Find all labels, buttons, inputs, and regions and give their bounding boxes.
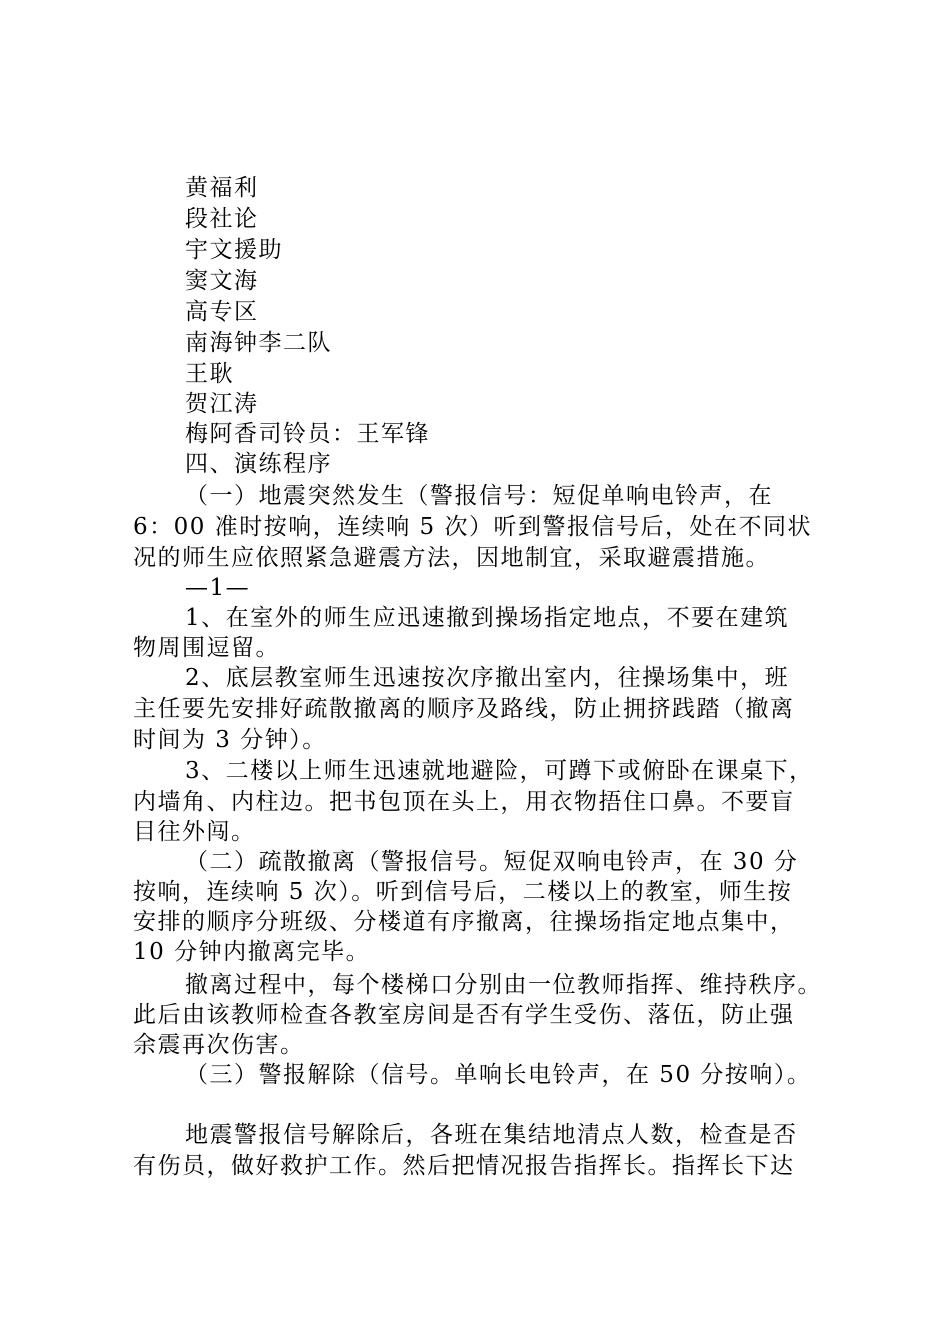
- item2-line: 2、底层教室师生迅速按次序撤出室内，往操场集中，班: [185, 665, 790, 691]
- evac-line: 撤离过程中，每个楼梯口分别由一位教师指挥、维持秩序。: [185, 972, 822, 998]
- staff-name: 高专区: [185, 299, 259, 325]
- part2-line: 安排的顺序分班级、分楼道有序撤离，往操场指定地点集中，: [133, 909, 795, 935]
- part3-line: （三）警报解除（信号。单响长电铃声，在 50 分按响）。: [185, 1062, 812, 1088]
- item1-line: 1、在室外的师生应迅速撤到操场指定地点，不要在建筑: [185, 605, 790, 631]
- page-number: —1—: [185, 575, 251, 601]
- staff-name: 南海钟李二队: [185, 330, 332, 356]
- after-line: 地震警报信号解除后，各班在集结地清点人数，检查是否: [185, 1122, 798, 1148]
- after-line: 有伤员，做好救护工作。然后把情况报告指挥长。指挥长下达: [133, 1153, 795, 1179]
- staff-name: 段社论: [185, 206, 259, 232]
- section-heading: 四、演练程序: [185, 451, 332, 477]
- staff-name: 黄福利: [185, 175, 259, 201]
- part1-line: 6：00 准时按响，连续响 5 次）听到警报信号后，处在不同状: [133, 514, 812, 540]
- part2-line: 10 分钟内撤离完毕。: [133, 939, 371, 965]
- item2-line: 主任要先安排好疏散撤离的顺序及路线，防止拥挤践踏（撤离: [133, 696, 795, 722]
- part1-line: 况的师生应依照紧急避震方法，因地制宜，采取避震措施。: [133, 545, 770, 571]
- evac-line: 余震再次伤害。: [133, 1032, 305, 1058]
- staff-name: 王耿: [185, 361, 234, 387]
- item3-line: 目往外闯。: [133, 819, 256, 845]
- staff-name: 宇文援助: [185, 237, 283, 263]
- staff-name: 梅阿香司铃员：王军锋: [185, 421, 430, 447]
- part2-line: 按响，连续响 5 次）。听到信号后，二楼以上的教室，师生按: [133, 879, 793, 905]
- item3-line: 内墙角、内柱边。把书包顶在头上，用衣物捂住口鼻。不要盲: [133, 789, 795, 815]
- item1-line: 物周围逗留。: [133, 635, 280, 661]
- staff-name: 窦文海: [185, 268, 259, 294]
- staff-name: 贺江涛: [185, 391, 259, 417]
- evac-line: 此后由该教师检查各教室房间是否有学生受伤、落伍，防止强: [133, 1002, 795, 1028]
- part2-line: （二）疏散撤离（警报信号。短促双响电铃声，在 30 分: [185, 849, 799, 875]
- item2-line: 时间为 3 分钟）。: [133, 727, 327, 753]
- part1-line: （一）地震突然发生（警报信号：短促单响电铃声，在: [185, 483, 773, 509]
- item3-line: 3、二楼以上师生迅速就地避险，可蹲下或俯卧在课桌下，: [185, 758, 814, 784]
